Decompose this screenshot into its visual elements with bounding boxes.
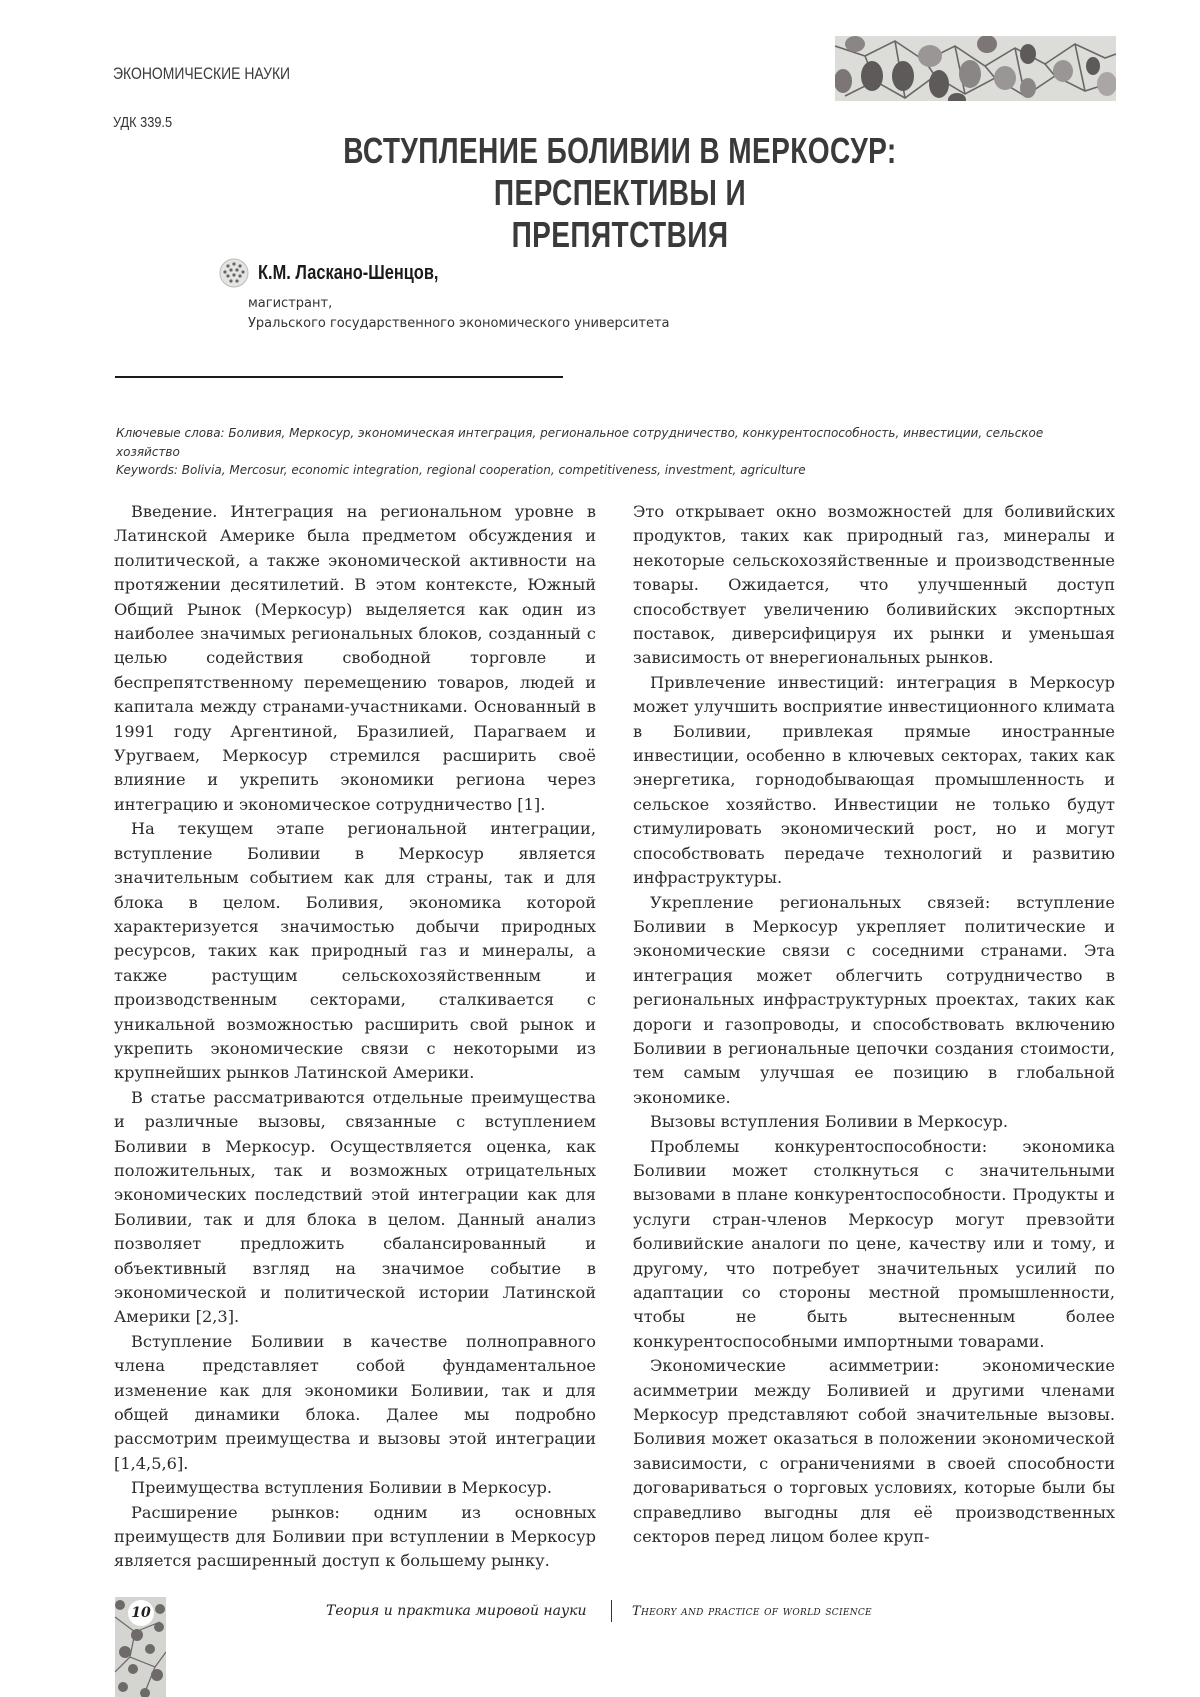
section-heading: Преимущества вступления Боливии в Меркосур. <box>131 1478 553 1498</box>
article-title-line2: ПРЕПЯТСТВИЯ <box>511 214 729 255</box>
paragraph: Укрепление региональных связей: вступление Боливии в Меркосур укрепляет политические и экономические связи с соседними странами. Эта интеграция может облегчить сотрудничество в региональных инфраструктурных проектах, таких как дороги и газопроводы, и способствовать включению Боливии в региональные цепочки создания стоимости, тем самым улучшая ее позицию в глобальной экономике. <box>633 892 1115 1107</box>
divider <box>115 376 563 378</box>
paragraph: Проблемы конкурентоспособности: экономика Боливии может столкнуться с значительными вызовами в плане конкурентоспособности. Продукты и услуги стран-членов Меркосур могут превзойти боливийские аналоги по цене, качеству или и тому, и другому, что потребует значительных усилий по адаптации со стороны местной промышленности, чтобы не быть вытесненным более конкурентоспособными импортными товарами. <box>633 1136 1115 1351</box>
molecule-ball-icon <box>218 257 250 289</box>
author-affiliation: Уральского государственного экономического университета <box>248 316 670 331</box>
paragraph: Вступление Боливии в качестве полноправного члена представляет собой фундаментальное изменение как для экономики Боливии, так и для общей динамики блока. Далее мы подробно рассмотрим преимущества и вызовы этой интеграции [1,4,5,6]. <box>114 1331 596 1473</box>
paragraph: В статье рассматриваются отдельные преимущества и различные вызовы, связанные с вступлением Боливии в Меркосур. Осуществляется оценка, как положительных, так и возможных отрицательных экономических последствий этой интеграции как для Боливии, так и для блока в целом. Данный анализ позволяет предложить сбалансированный и объективный взгляд на значимое событие в экономической и политической истории Латинской Америки [2,3]. <box>114 1087 596 1327</box>
paragraph: На текущем этапе региональной интеграции, вступление Боливии в Меркосур является значительным событием как для страны, так и для блока в целом. Боливия, экономика которой характеризуется значимостью добычи природных ресурсов, таких как природный газ и минералы, а также растущим сельскохозяйственным и производственным секторами, сталкивается с уникальной возможностью расширить свой рынок и укрепить экономические связи с некоторыми из крупнейших рынков Латинской Америки. <box>114 819 596 1083</box>
journal-title-en: Theory and practice of world science <box>632 1604 872 1619</box>
paragraph: Экономические асимметрии: экономические асимметрии между Боливией и другими членами Меркосур представляют собой значительные вызовы. Боливия может оказаться в положении экономической зависимости, с ограничениями в своей способности договариваться о торговых условиях, которые были бы справедливо выгодны для её производственных секторов перед лицом более круп- <box>633 1356 1115 1547</box>
paragraph: Расширение рынков: одним из основных преимуществ для Боливии при вступлении в Меркосур является расширенный доступ к большему рынку. <box>114 1502 596 1571</box>
article-title-line1: ВСТУПЛЕНИЕ БОЛИВИИ В МЕРКОСУР: ПЕРСПЕКТИВЫ И <box>343 130 897 213</box>
author-block <box>218 257 478 289</box>
keywords-en: Keywords: Bolivia, Mercosur, economic integration, regional cooperation, competitiveness, investment, agriculture <box>116 463 806 477</box>
body-column-right <box>633 500 1115 1549</box>
keywords-ru-cont: хозяйство <box>116 444 180 459</box>
keywords-ru: Ключевые слова: Боливия, Меркосур, экономическая интеграция, региональное сотрудничество, конкурентоспособность, инвестиции, сельское <box>116 426 1044 440</box>
journal-title-ru: Теория и практика мировой науки <box>326 1603 587 1619</box>
footer-separator <box>611 1600 612 1622</box>
paragraph: Введение. Интеграция на региональном уровне в Латинской Америке была предметом обсуждения и политической, а также экономической активности на протяжении десятилетий. В этом контексте, Южный Общий Рынок (Меркосур) выделяется как один из наиболее значимых региональных блоков, созданный с целью содействия свободной торговле и беспрепятственному перемещению товаров, людей и капитала между странами-участниками. Основанный в 1991 году Аргентиной, Бразилией, Парагваем и Уругваем, Меркосур стремился расширить своё влияние и укрепить экономики региона через интеграцию и экономическое сотрудничество [1]. <box>114 502 596 814</box>
keywords-block <box>116 424 1106 480</box>
section-heading: Вызовы вступления Боливии в Меркосур. <box>650 1112 1009 1132</box>
author-role: магистрант, <box>248 296 333 311</box>
author-name: К.М. Ласкано-Шенцов, <box>258 261 439 284</box>
paragraph: Привлечение инвестиций: интеграция в Меркосур может улучшить восприятие инвестиционного климата в Боливии, привлекая прямые иностранные инвестиции, особенно в ключевых секторах, таких как энергетика, горнодобывающая промышленность и сельское хозяйство. Инвестиции не только будут стимулировать экономический рост, но и могут способствовать передаче технологий и развитию инфраструктуры. <box>633 672 1115 888</box>
page-number: 10 <box>128 1600 154 1626</box>
molecule-pattern-icon <box>835 36 1116 101</box>
paragraph: Это открывает окно возможностей для боливийских продуктов, таких как природный газ, минералы и некоторые сельскохозяйственные и производственные товары. Ожидается, что улучшенный доступ способствует увеличению боливийских экспортных поставок, диверсифицируя их рынки и уменьшая зависимость от внерегиональных рынков. <box>633 502 1115 668</box>
udk-code: УДК 339.5 <box>113 114 173 131</box>
body-column-left <box>114 500 596 1574</box>
section-label: ЭКОНОМИЧЕСКИЕ НАУКИ <box>113 64 291 83</box>
article-title <box>120 130 1120 256</box>
